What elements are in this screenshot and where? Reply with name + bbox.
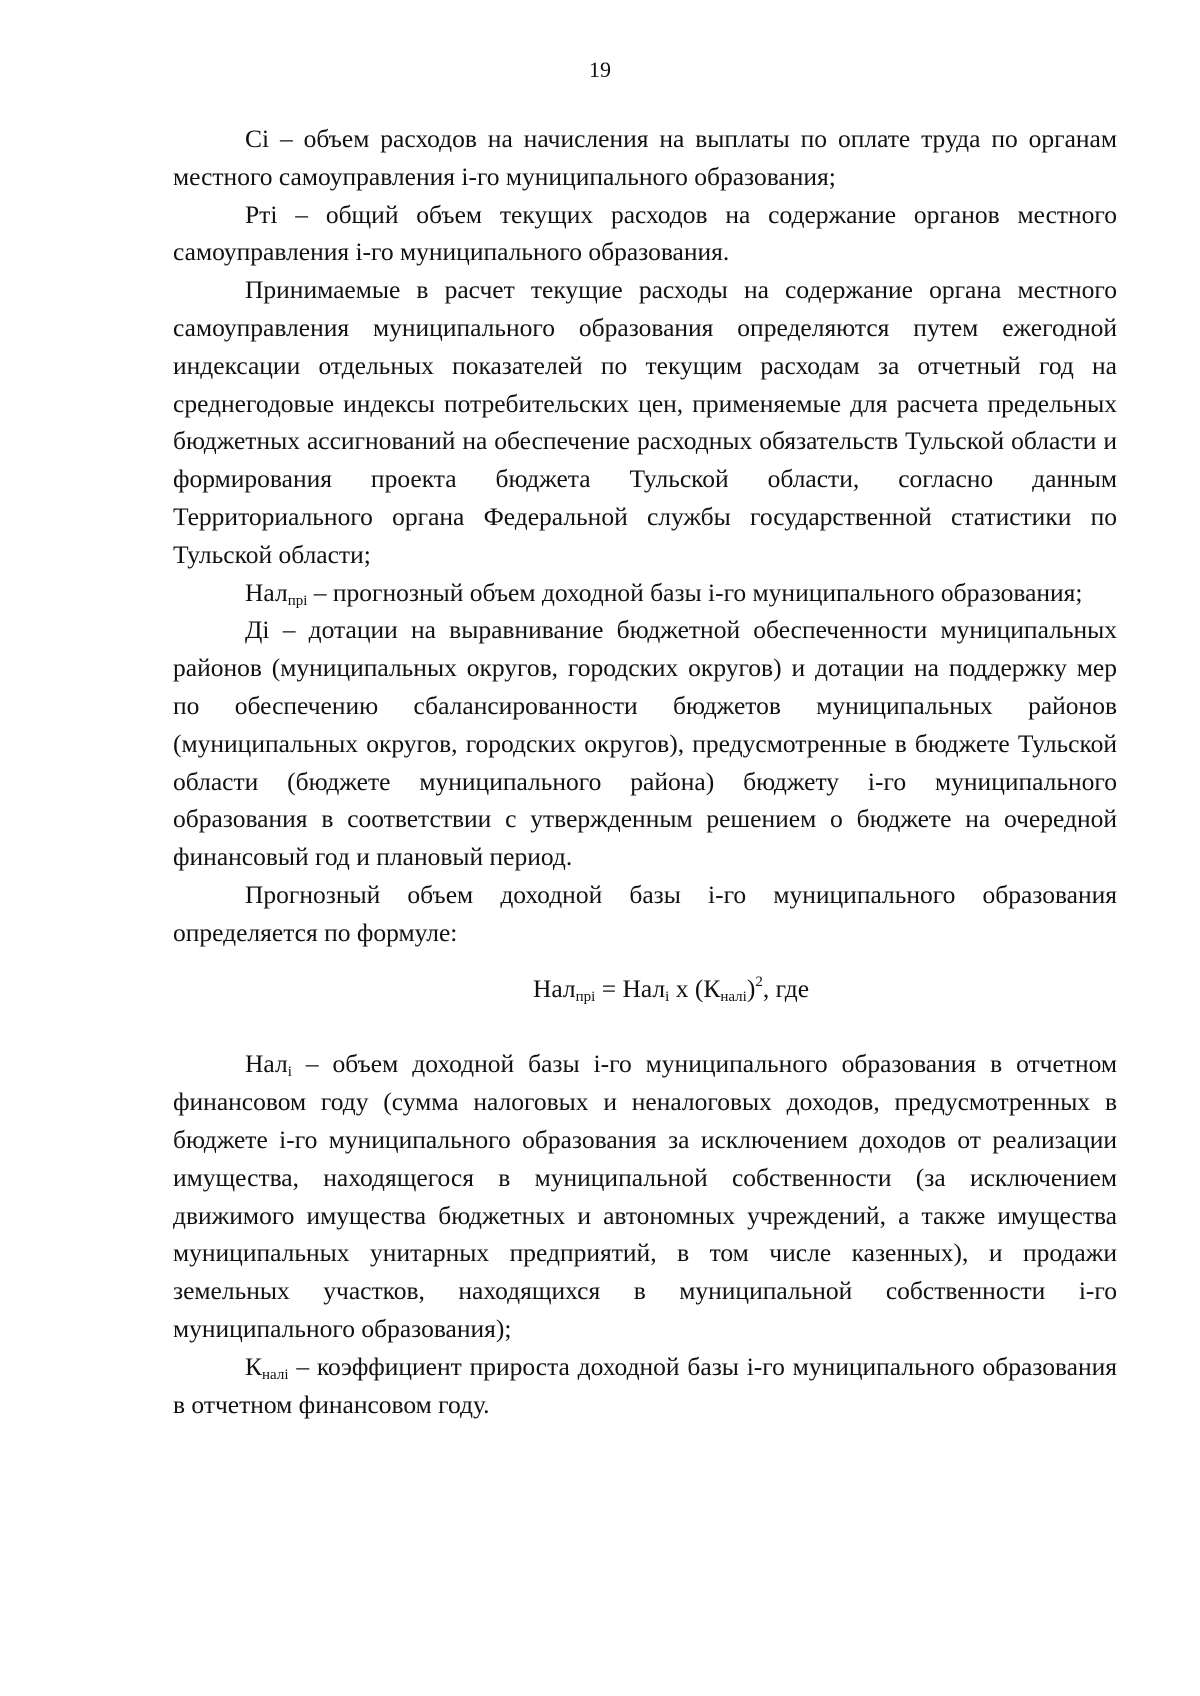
symbol-di: Дi	[245, 615, 270, 645]
symbol-subscript: налi	[262, 1366, 289, 1383]
paragraph-nali-definition	[173, 1045, 1117, 1347]
formula-times: х (	[669, 973, 704, 1003]
paragraph-knali-definition	[173, 1348, 1117, 1424]
symbol-subscript: i	[287, 1064, 292, 1081]
paragraph-formula-intro	[173, 876, 1117, 952]
formula-power: 2	[755, 973, 763, 990]
paragraph-text: – общий объем текущих расходов на содержание органов местного самоуправления i-го муниципального образования.	[173, 199, 1117, 267]
page-number: 19	[589, 57, 611, 82]
paragraph-di-definition	[173, 611, 1117, 876]
paragraph-text: – коэффициент прироста доходной базы i-го муниципального образования в отчетном финансовом году.	[173, 1351, 1117, 1419]
formula-lhs-subscript: прi	[575, 988, 596, 1005]
paragraph-text: Принимаемые в расчет текущие расходы на содержание органа местного самоуправления муниципального образования определяются путем ежегодной индексации отдельных показателей по текущим расходам за отчетный год на среднегодовые индексы потребительских цен, применяемые для расчета предельных бюджетных ассигнований на обеспечение расходных обязательств Тульской области и формирования проекта бюджета Тульской области, согласно данным Территориального органа Федеральной службы государственной статистики по Тульской области;	[173, 275, 1117, 569]
paragraph-pti-definition	[173, 196, 1117, 272]
formula-tail: , где	[762, 973, 810, 1003]
formula-close-paren: )	[746, 973, 756, 1003]
symbol-ci: Ci	[245, 124, 270, 153]
formula-equals: =	[595, 973, 623, 1003]
paragraph-text: Прогнозный объем доходной базы i-го муниципального образования определяется по формуле:	[173, 879, 1117, 947]
formula-lhs: Нал	[532, 973, 576, 1003]
formula-term1: Нал	[622, 973, 666, 1003]
paragraph-current-expenses	[173, 271, 1117, 573]
document-body	[173, 120, 1117, 1423]
symbol-nal: Нал	[245, 577, 288, 607]
symbol-nal: Нал	[245, 1049, 288, 1079]
paragraph-text: – прогнозный объем доходной базы i-го муниципального образования;	[307, 577, 1083, 607]
symbol-subscript: прi	[287, 592, 308, 609]
paragraph-text: – объем доходной базы i-го муниципального образования в отчетном финансовом году (сумма налоговых и неналоговых доходов, предусмотренных в бюджете i-го муниципального образования за исключением доходов от реализации имущества, находящегося в муниципальной собственности (за исключением движимого имущества бюджетных и автономных учреждений, а также имущества муниципальных унитарных предприятий, в том числе казенных), и продажи земельных участков, находящихся в муниципальной собственности i-го муниципального образования);	[173, 1049, 1117, 1343]
formula-term2-subscript: налi	[720, 988, 747, 1005]
paragraph-ci-definition	[173, 120, 1117, 196]
formula	[173, 970, 1117, 1008]
paragraph-nalpri-definition	[173, 574, 1117, 612]
symbol-pti: Pтi	[245, 199, 278, 229]
paragraph-text: – объем расходов на начисления на выплаты по оплате труда по органам местного самоуправления i-го муниципального образования;	[173, 124, 1117, 191]
formula-term1-subscript: i	[665, 988, 670, 1005]
formula-term2: К	[703, 973, 721, 1003]
paragraph-text: – дотации на выравнивание бюджетной обеспеченности муниципальных районов (муниципальных округов, городских округов) и дотации на поддержку мер по обеспечению сбалансированности бюджетов муниципальных районов (муниципальных округов, городских округов), предусмотренные в бюджете Тульской области (бюджете муниципального района) бюджету i-го муниципального образования в соответствии с утвержденным решением о бюджете на очередной финансовый год и плановый период.	[173, 615, 1117, 872]
symbol-k: К	[245, 1351, 263, 1381]
